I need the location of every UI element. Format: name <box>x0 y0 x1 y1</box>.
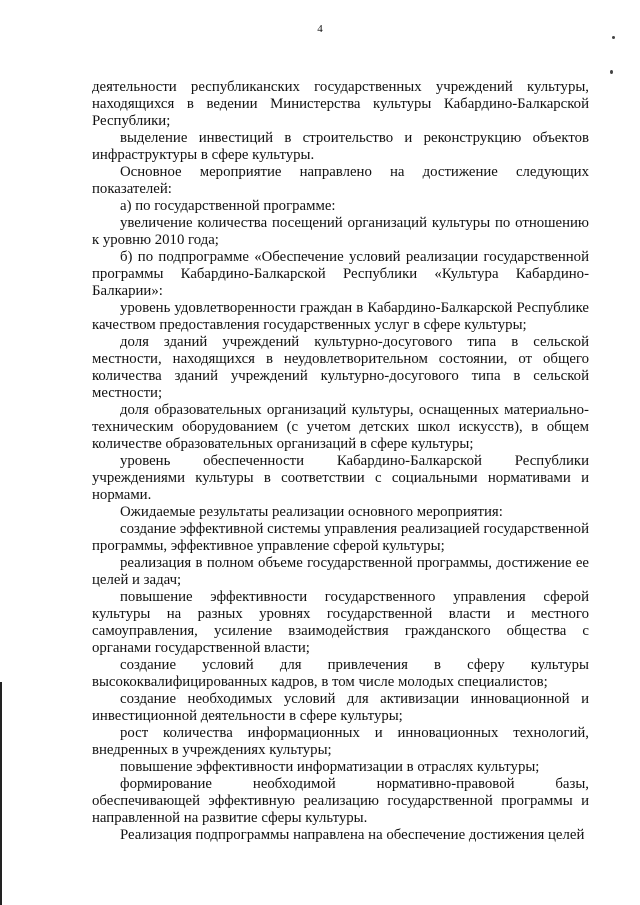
page-number: 4 <box>317 23 323 35</box>
paragraph: повышение эффективности информатизации в отраслях культуры; <box>120 759 540 775</box>
paragraph: рост количества информационных и инновационных технологий, внедренных в учреждениях культуры; <box>92 725 589 758</box>
scan-speck <box>612 36 615 39</box>
paragraph: создание эффективной системы управления реализацией государственной программы, эффективное управление сферой культуры; <box>92 521 589 554</box>
paragraph: б) по подпрограмме «Обеспечение условий реализации государственной программы Кабардино-Балкарской Республики «Культура Кабардино-Балкарии»: <box>92 249 589 299</box>
paragraph: создание необходимых условий для активизации инновационной и инвестиционной деятельности в сфере культуры; <box>92 691 589 724</box>
paragraph: доля образовательных организаций культуры, оснащенных материально-техническим оборудованием (с учетом детских школ искусств), в общем количестве образовательных организаций в сфере культуры; <box>92 402 589 452</box>
paragraph: реализация в полном объеме государственной программы, достижение ее целей и задач; <box>92 555 589 588</box>
paragraph: доля зданий учреждений культурно-досугового типа в сельской местности, находящихся в неудовлетворительном состоянии, от общего количества зданий учреждений культурно-досугового типа в сельской местности; <box>92 334 589 401</box>
paragraph: формирование необходимой нормативно-правовой базы, обеспечивающей эффективную реализацию государственной программы и направленной на развитие сферы культуры. <box>92 776 589 826</box>
paragraph: повышение эффективности государственного управления сферой культуры на разных уровнях государственной власти и местного самоуправления, усиление взаимодействия гражданского общества с органами государственной власти; <box>92 589 589 656</box>
paragraph: уровень обеспеченности Кабардино-Балкарской Республики учреждениями культуры в соответствии с социальными нормативами и нормами. <box>92 453 589 503</box>
scan-speck <box>610 70 613 74</box>
paragraph: Основное мероприятие направлено на достижение следующих показателей: <box>92 164 589 197</box>
paragraph: Реализация подпрограммы направлена на обеспечение достижения целей <box>120 827 585 843</box>
paragraph: создание условий для привлечения в сферу культуры высококвалифицированных кадров, в том числе молодых специалистов; <box>92 657 589 690</box>
document-body <box>92 79 589 844</box>
paragraph: Ожидаемые результаты реализации основного мероприятия: <box>120 504 503 520</box>
paragraph: деятельности республиканских государственных учреждений культуры, находящихся в ведении Министерства культуры Кабардино-Балкарской Республики; <box>92 79 589 129</box>
paragraph: выделение инвестиций в строительство и реконструкцию объектов инфраструктуры в сфере культуры. <box>92 130 589 163</box>
paragraph: а) по государственной программе: <box>120 198 336 214</box>
paragraph: уровень удовлетворенности граждан в Кабардино-Балкарской Республике качеством предоставления государственных услуг в сфере культуры; <box>92 300 589 333</box>
paragraph: увеличение количества посещений организаций культуры по отношению к уровню 2010 года; <box>92 215 589 248</box>
scan-edge <box>0 682 2 905</box>
